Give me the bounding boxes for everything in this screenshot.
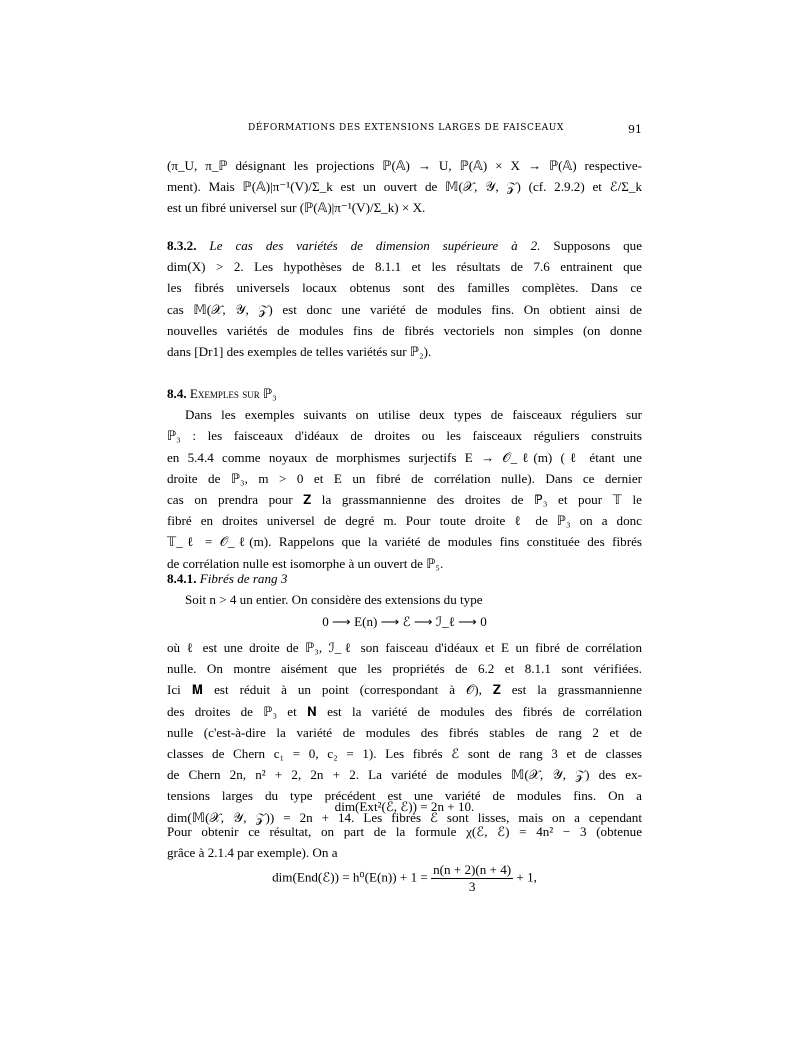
text-line: classes de Chern c₁ = 0, c₂ = 1). Les fibrés ℰ sont de rang 3 et de classes [167,746,642,762]
text-line: ment). Mais ℙ(𝔸)|π⁻¹(V)/Σ_k est un ouvert de 𝕄(𝒳, 𝒴, 𝒵) (cf. 2.9.2) et ℰ/Σ_k [167,179,642,195]
section-8-4 [167,383,642,574]
exact-sequence: 0 ⟶ E(n) ⟶ ℰ ⟶ ℐ_ℓ ⟶ 0 [322,614,487,629]
text-line: dans [Dr1] des exemples de telles variétés sur ℙ₂). [167,344,432,360]
text-line: est un fibré universel sur (ℙ(𝔸)|π⁻¹(V)/Σ_k) × X. [167,200,426,216]
text-line: Pour obtenir ce résultat, on part de la formule χ(ℰ, ℰ) = 4n² − 3 (obtenue [167,824,642,839]
text-line: où ℓ est une droite de ℙ₃, ℐ_ℓ son faisceau d'idéaux et E un fibré de corrélation [167,640,642,655]
running-title: DÉFORMATIONS DES EXTENSIONS LARGES DE FAISCEAUX [248,123,564,133]
equation-end-right: + 1, [516,869,537,885]
fraction [431,862,513,895]
text-line: fibré en droites universel de degré m. Pour toute droite ℓ de ℙ₃ on a donc [167,513,642,529]
section-number: 8.3.2. [167,238,197,253]
running-header [248,123,642,139]
section-number: 8.4.1. [167,571,197,586]
section-8-3-2 [167,235,642,362]
text-line: 𝕋_ℓ = 𝒪_ℓ(m). Rappelons que la variété de modules fins constituée des fibrés [167,534,642,550]
page-number: 91 [628,123,642,136]
section-title: Le cas des variétés de dimension supérieure à 2. [209,238,541,253]
section-8-4-1-continued [167,821,642,863]
fraction-numerator: n(n + 2)(n + 4) [433,862,512,877]
section-title: Fibrés de rang 3 [199,571,288,586]
text-line: nulle. On montre aisément que les propriétés de 6.2 et 8.1.1 sont vérifiées. [167,661,642,677]
text-line: Ici 𝐌 est réduit à un point (correspondant à 𝒪), 𝐙 est la grassmannienne [167,682,642,698]
text-line: de Chern 2n, n² + 2, 2n + 2. La variété de modules 𝕄(𝒳, 𝒴, 𝒵) des ex- [167,767,642,783]
text-line: nouvelles variétés de modules fins de fibrés vectoriels non simples (on donne [167,322,642,338]
text-line: droite de ℙ₃, m > 0 et E un fibré de corrélation nulle). Dans ce dernier [167,470,642,486]
text-line: nulle (c'est-à-dire la variété de modules des fibrés stables de rang 2 et de [167,724,642,740]
section-8-4-1 [167,568,642,610]
text-line: de corrélation nulle est isomorphe à un ouvert de ℙ₅. [167,555,444,571]
equation-end [167,862,642,895]
text-line: dim(X) > 2. Les hypothèses de 8.1.1 et les résultats de 7.6 entrainent que [167,259,642,275]
text-line: en 5.4.4 comme noyaux de morphismes surjectifs E → 𝒪_ℓ(m) (ℓ étant une [167,449,642,465]
equation-ext: dim(Ext²(ℰ, ℰ)) = 2n + 10. [334,799,475,814]
text-line: les fibrés universels locaux obtenus sont des familles complètes. Dans ce [167,280,642,296]
text-line: cas on prendra pour 𝐙 la grassmannienne des droites de ℙ₃ et pour 𝕋 le [167,492,642,508]
intro-paragraph [167,155,642,219]
text-line: tensions larges du type précédent est une variété de modules fins. On a [167,788,642,804]
section-title: Exemples sur ℙ₃ [189,386,277,401]
text-line: cas 𝕄(𝒳, 𝒴, 𝒵) est donc une variété de modules fins. On obtient ainsi de [167,301,642,317]
section-number: 8.4. [167,386,187,401]
text-line: Soit n > 4 un entier. On considère des extensions du type [185,592,483,608]
text-line: des droites de ℙ₃ et 𝐍 est la variété de modules des fibrés de corrélation [167,703,642,719]
fraction-denominator: 3 [468,879,476,894]
text-line: Supposons que [553,238,643,253]
equation-end-left: dim(End(ℰ)) = h⁰(E(n)) + 1 = [272,869,428,885]
text-line: grâce à 2.1.4 par exemple). On a [167,845,338,861]
text-line: (π_U, π_ℙ désignant les projections ℙ(𝔸) → U, ℙ(𝔸) × X → ℙ(𝔸) respective- [167,158,642,173]
text-line: dim(𝕄(𝒳, 𝒴, 𝒵)) = 2n + 14. Les fibrés ℰ sont lisses, mais on a cependant [167,809,642,825]
text-line: ℙ₃ : les faisceaux d'idéaux de droites ou les faisceaux réguliers construits [167,428,642,444]
text-line: Dans les exemples suivants on utilise deux types de faisceaux réguliers sur [185,407,642,423]
